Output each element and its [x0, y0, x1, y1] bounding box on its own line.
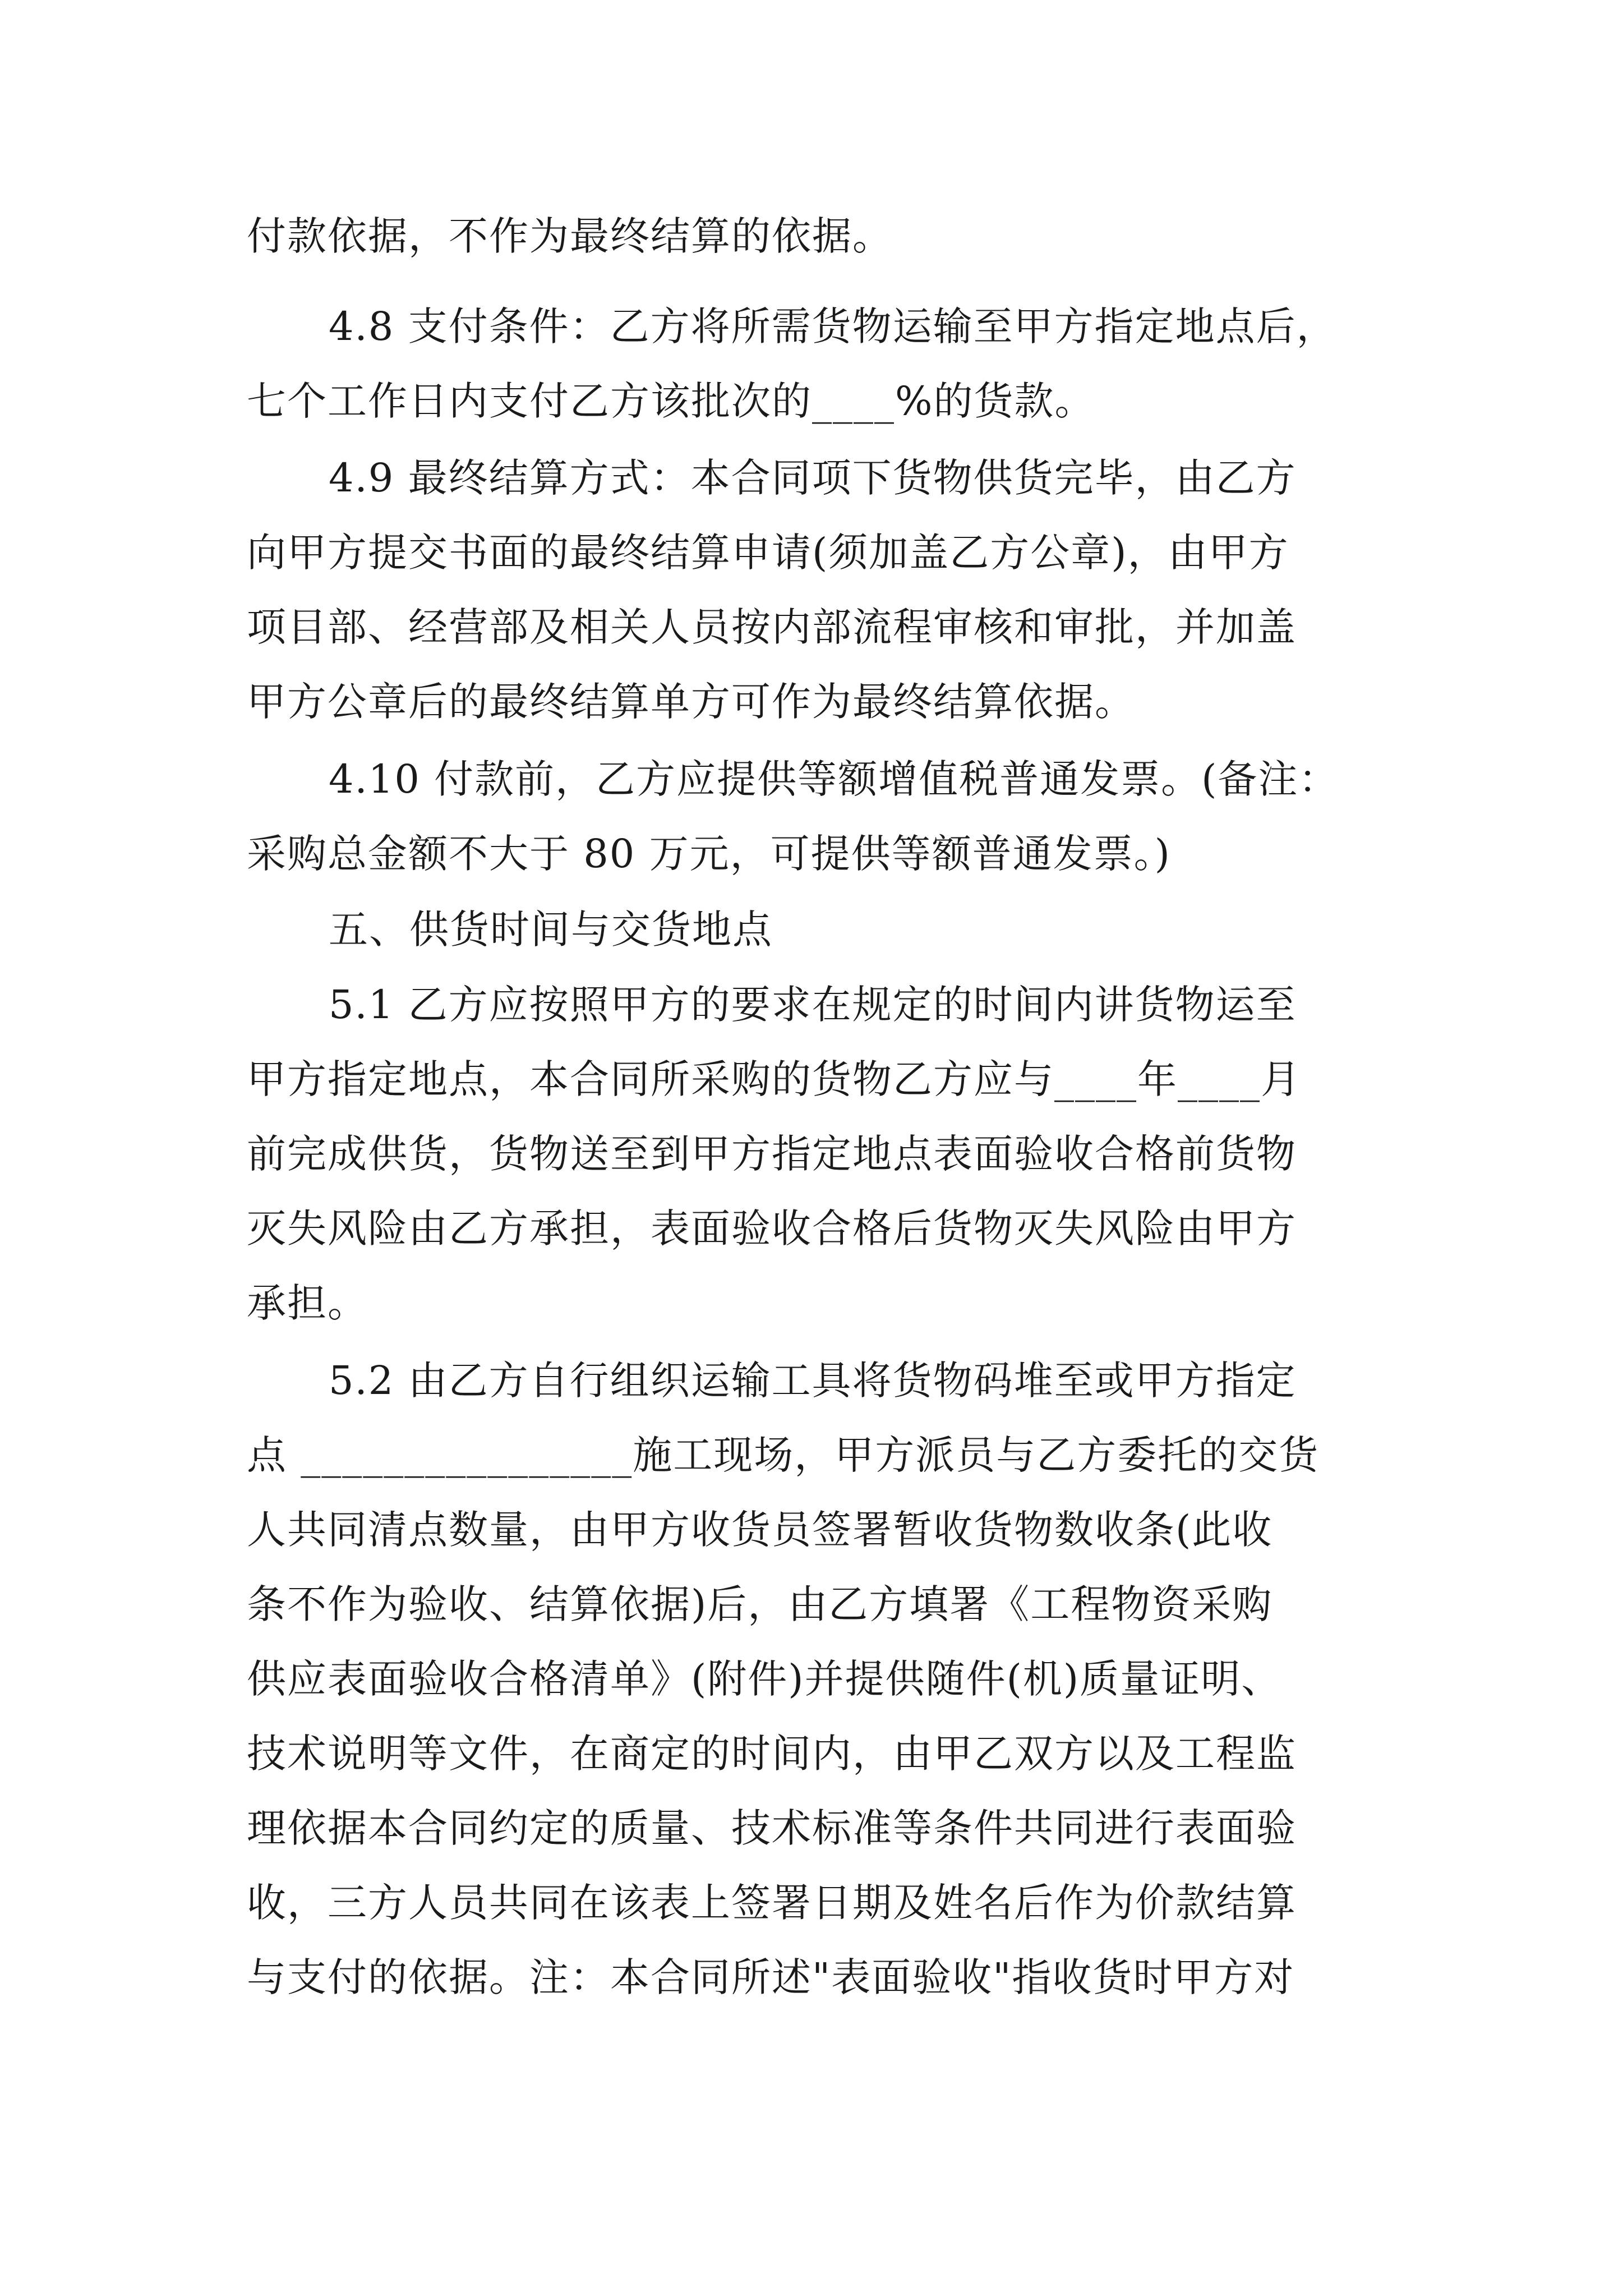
clause-5-2-line-4: 条不作为验收、结算依据)后，由乙方填署《工程物资采购 [247, 1581, 1273, 1627]
clause-4-9-line-3: 项目部、经营部及相关人员按内部流程审核和审批，并加盖 [247, 604, 1297, 650]
section-5-heading: 五、供货时间与交货地点 [329, 907, 773, 953]
clause-5-1-line-1: 5.1 乙方应按照甲方的要求在规定的时间内讲货物运至 [329, 982, 1297, 1028]
clause-5-2-line-5: 供应表面验收合格清单》(附件)并提供随件(机)质量证明、 [247, 1656, 1282, 1702]
clause-5-1-line-4: 灭失风险由乙方承担，表面验收合格后货物灭失风险由甲方 [247, 1205, 1297, 1251]
clause-5-2-line-6: 技术说明等文件，在商定的时间内，由甲乙双方以及工程监 [247, 1731, 1297, 1777]
clause-5-2-line-2: 点 ________________施工现场，甲方派员与乙方委托的交货 [247, 1432, 1320, 1478]
clause-4-9-line-2: 向甲方提交书面的最终结算申请(须加盖乙方公章)，由甲方 [247, 530, 1289, 576]
clause-5-2-line-3: 人共同清点数量，由甲方收货员签署暂收货物数收条(此收 [247, 1507, 1273, 1553]
clause-4-8-line-2: 七个工作日内支付乙方该批次的____%的货款。 [247, 378, 1095, 424]
clause-5-1-line-5: 承担。 [247, 1280, 368, 1326]
clause-5-2-line-8: 收，三方人员共同在该表上签署日期及姓名后作为价款结算 [247, 1880, 1297, 1926]
text-line-1: 付款依据，不作为最终结算的依据。 [247, 213, 893, 259]
clause-5-2-line-9: 与支付的依据。注：本合同所述"表面验收"指收货时甲方对 [247, 1954, 1295, 2000]
clause-5-2-line-1: 5.2 由乙方自行组织运输工具将货物码堆至或甲方指定 [329, 1358, 1297, 1404]
clause-4-10-line-2: 采购总金额不大于 80 万元，可提供等额普通发票。) [247, 831, 1171, 877]
clause-4-8-line-1: 4.8 支付条件：乙方将所需货物运输至甲方指定地点后， [329, 303, 1337, 349]
clause-4-9-line-1: 4.9 最终结算方式：本合同项下货物供货完毕，由乙方 [329, 455, 1297, 501]
clause-4-10-line-1: 4.10 付款前，乙方应提供等额增值税普通发票。(备注： [329, 756, 1339, 802]
clause-5-1-line-2: 甲方指定地点，本合同所采购的货物乙方应与____年____月 [247, 1056, 1301, 1102]
clause-5-2-line-7: 理依据本合同约定的质量、技术标准等条件共同进行表面验 [247, 1805, 1297, 1851]
clause-5-1-line-3: 前完成供货，货物送至到甲方指定地点表面验收合格前货物 [247, 1131, 1297, 1177]
clause-4-9-line-4: 甲方公章后的最终结算单方可作为最终结算依据。 [247, 679, 1135, 725]
